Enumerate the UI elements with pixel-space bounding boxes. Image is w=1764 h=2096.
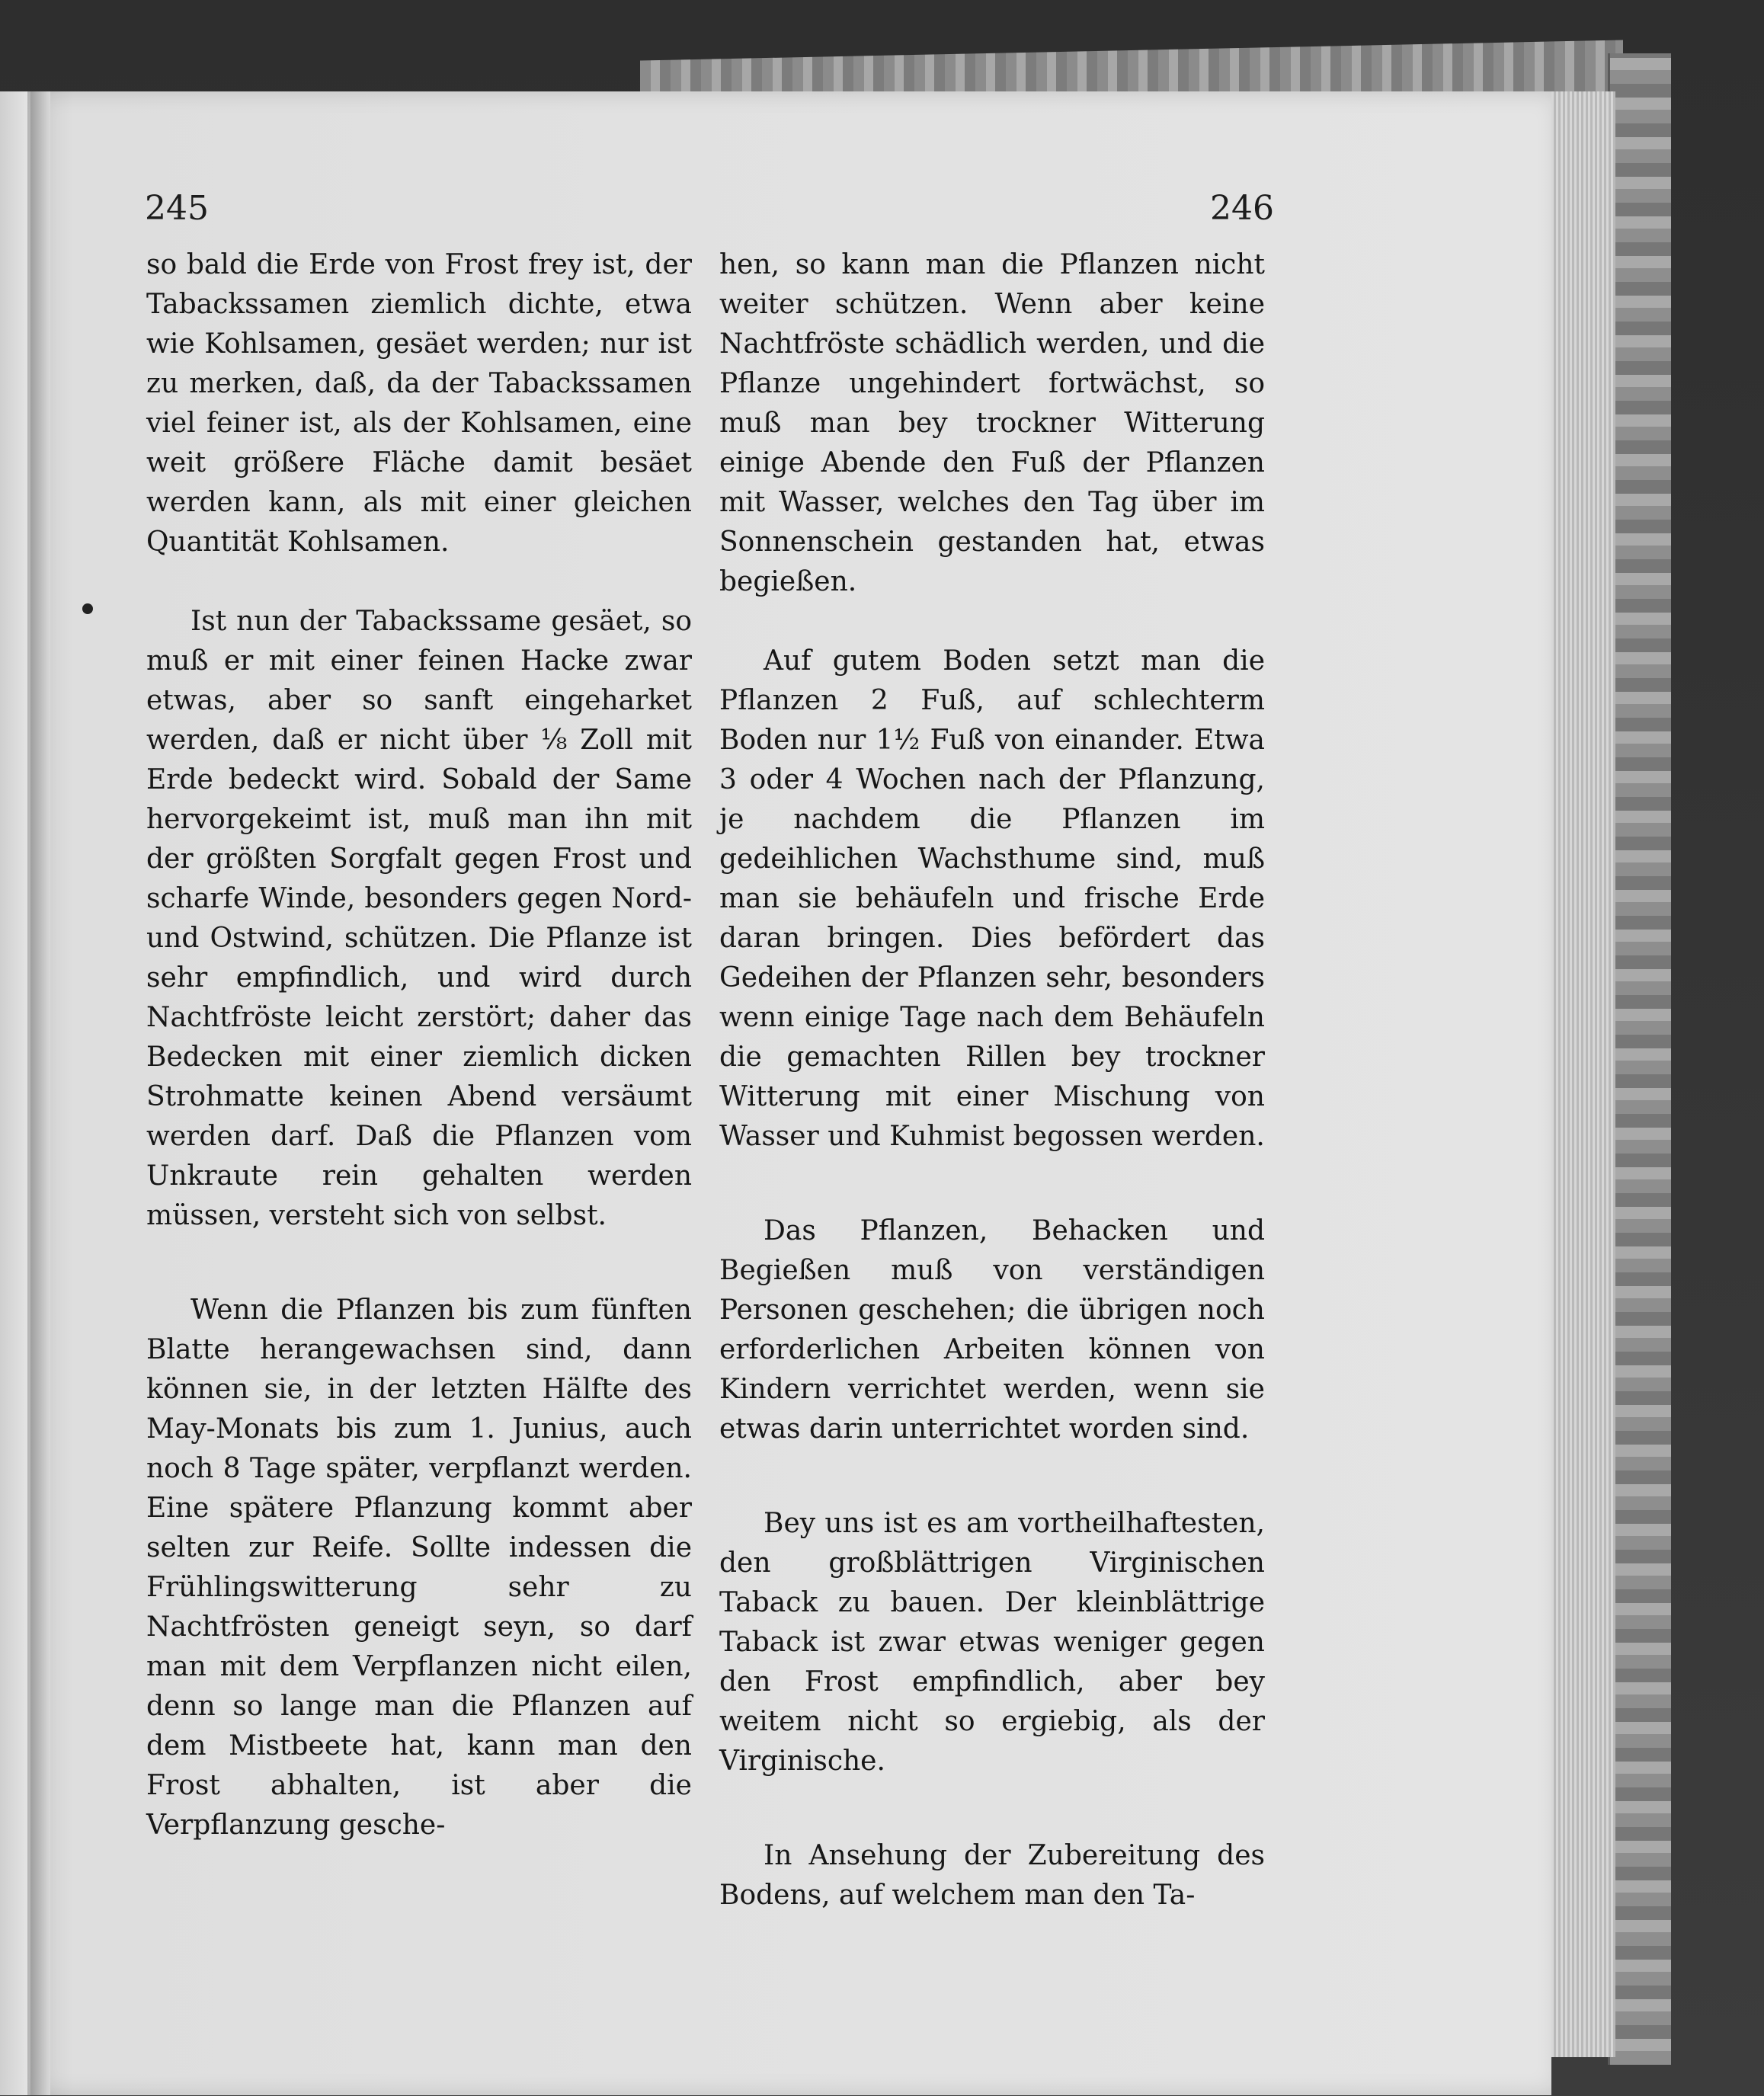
book-cover-right-edge [1608, 53, 1671, 2065]
text-column-left [146, 245, 692, 1845]
paragraph: Das Pflanzen, Behacken und Begießen muß von verständigen Personen geschehen; die übrigen noch erforderlichen Arbeiten können von Kindern verrichtet werden, wenn sie etwas darin unterrichtet worden sind. [719, 1215, 1265, 1445]
paragraph: Bey uns ist es am vortheilhaftesten, den großblättrigen Virginischen Taback zu bauen. Der kleinblättrige Taback ist zwar etwas weniger gegen den Frost empfindlich, aber bey weitem nicht so ergiebig, als der Virginische. [719, 1508, 1265, 1777]
text-column-right [719, 245, 1265, 1915]
page-gutter-shadow [30, 91, 50, 2095]
paragraph: so bald die Erde von Frost frey ist, der Tabackssamen ziemlich dichte, etwa wie Kohlsamen, gesäet werden; nur ist zu merken, daß, da der Tabackssamen viel feiner ist, als der Kohlsamen, eine weit größere Fläche damit besäet werden kann, als mit einer gleichen Quantität Kohlsamen. [146, 249, 692, 558]
paragraph: In Ansehung der Zubereitung des Bodens, auf welchem man den Ta- [719, 1840, 1265, 1911]
ink-speck [82, 603, 93, 614]
page-number-right: 246 [1210, 189, 1274, 228]
paragraph: Ist nun der Tabackssame gesäet, so muß er mit einer feinen Hacke zwar etwas, aber so sanft eingeharket werden, daß er nicht über ⅛ Zoll mit Erde bedeckt wird. Sobald der Same hervorgekeimt ist, muß man ihn mit der größten Sorgfalt gegen Frost und scharfe Winde, besonders gegen Nord- und Ostwind, schützen. Die Pflanze ist sehr empfindlich, und wird durch Nachtfröste leicht zerstört; daher das Bedecken mit einer ziemlich dicken Strohmatte keinen Abend versäumt werden darf. Daß die Pflanzen vom Unkraute rein gehalten werden müssen, versteht sich von selbst. [146, 606, 692, 1231]
page-number-left: 245 [145, 189, 209, 228]
paragraph: hen, so kann man die Pflanzen nicht weiter schützen. Wenn aber keine Nachtfröste schädlich werden, und die Pflanze ungehindert fortwächst, so muß man bey trockner Witterung einige Abende den Fuß der Pflanzen mit Wasser, welches den Tag über im Sonnenschein gestanden hat, etwas begießen. [719, 249, 1265, 597]
paragraph: Wenn die Pflanzen bis zum fünften Blatte herangewachsen sind, dann können sie, in der letzten Hälfte des May-Monats bis zum 1. Junius, auch noch 8 Tage später, verpflanzt werden. Eine spätere Pflanzung kommt aber selten zur Reife. Sollte indessen die Frühlingswitterung sehr zu Nachtfrösten geneigt seyn, so darf man mit dem Verpflanzen nicht eilen, denn so lange man die Pflanzen auf dem Mistbeete hat, kann man den Frost abhalten, ist aber die Verpflanzung gesche- [146, 1294, 692, 1841]
left-page-sliver [0, 91, 30, 2095]
paragraph: Auf gutem Boden setzt man die Pflanzen 2 Fuß, auf schlechterm Boden nur 1½ Fuß von einander. Etwa 3 oder 4 Wochen nach der Pflanzung, je nachdem die Pflanzen im gedeihlichen Wachsthume sind, muß man sie behäufeln und frische Erde daran bringen. Dies befördert das Gedeihen der Pflanzen sehr, besonders wenn einige Tage nach dem Behäufeln die gemachten Rillen bey trockner Witterung mit einer Mischung von Wasser und Kuhmist begossen werden. [719, 645, 1265, 1152]
page-edges [1547, 91, 1615, 2057]
